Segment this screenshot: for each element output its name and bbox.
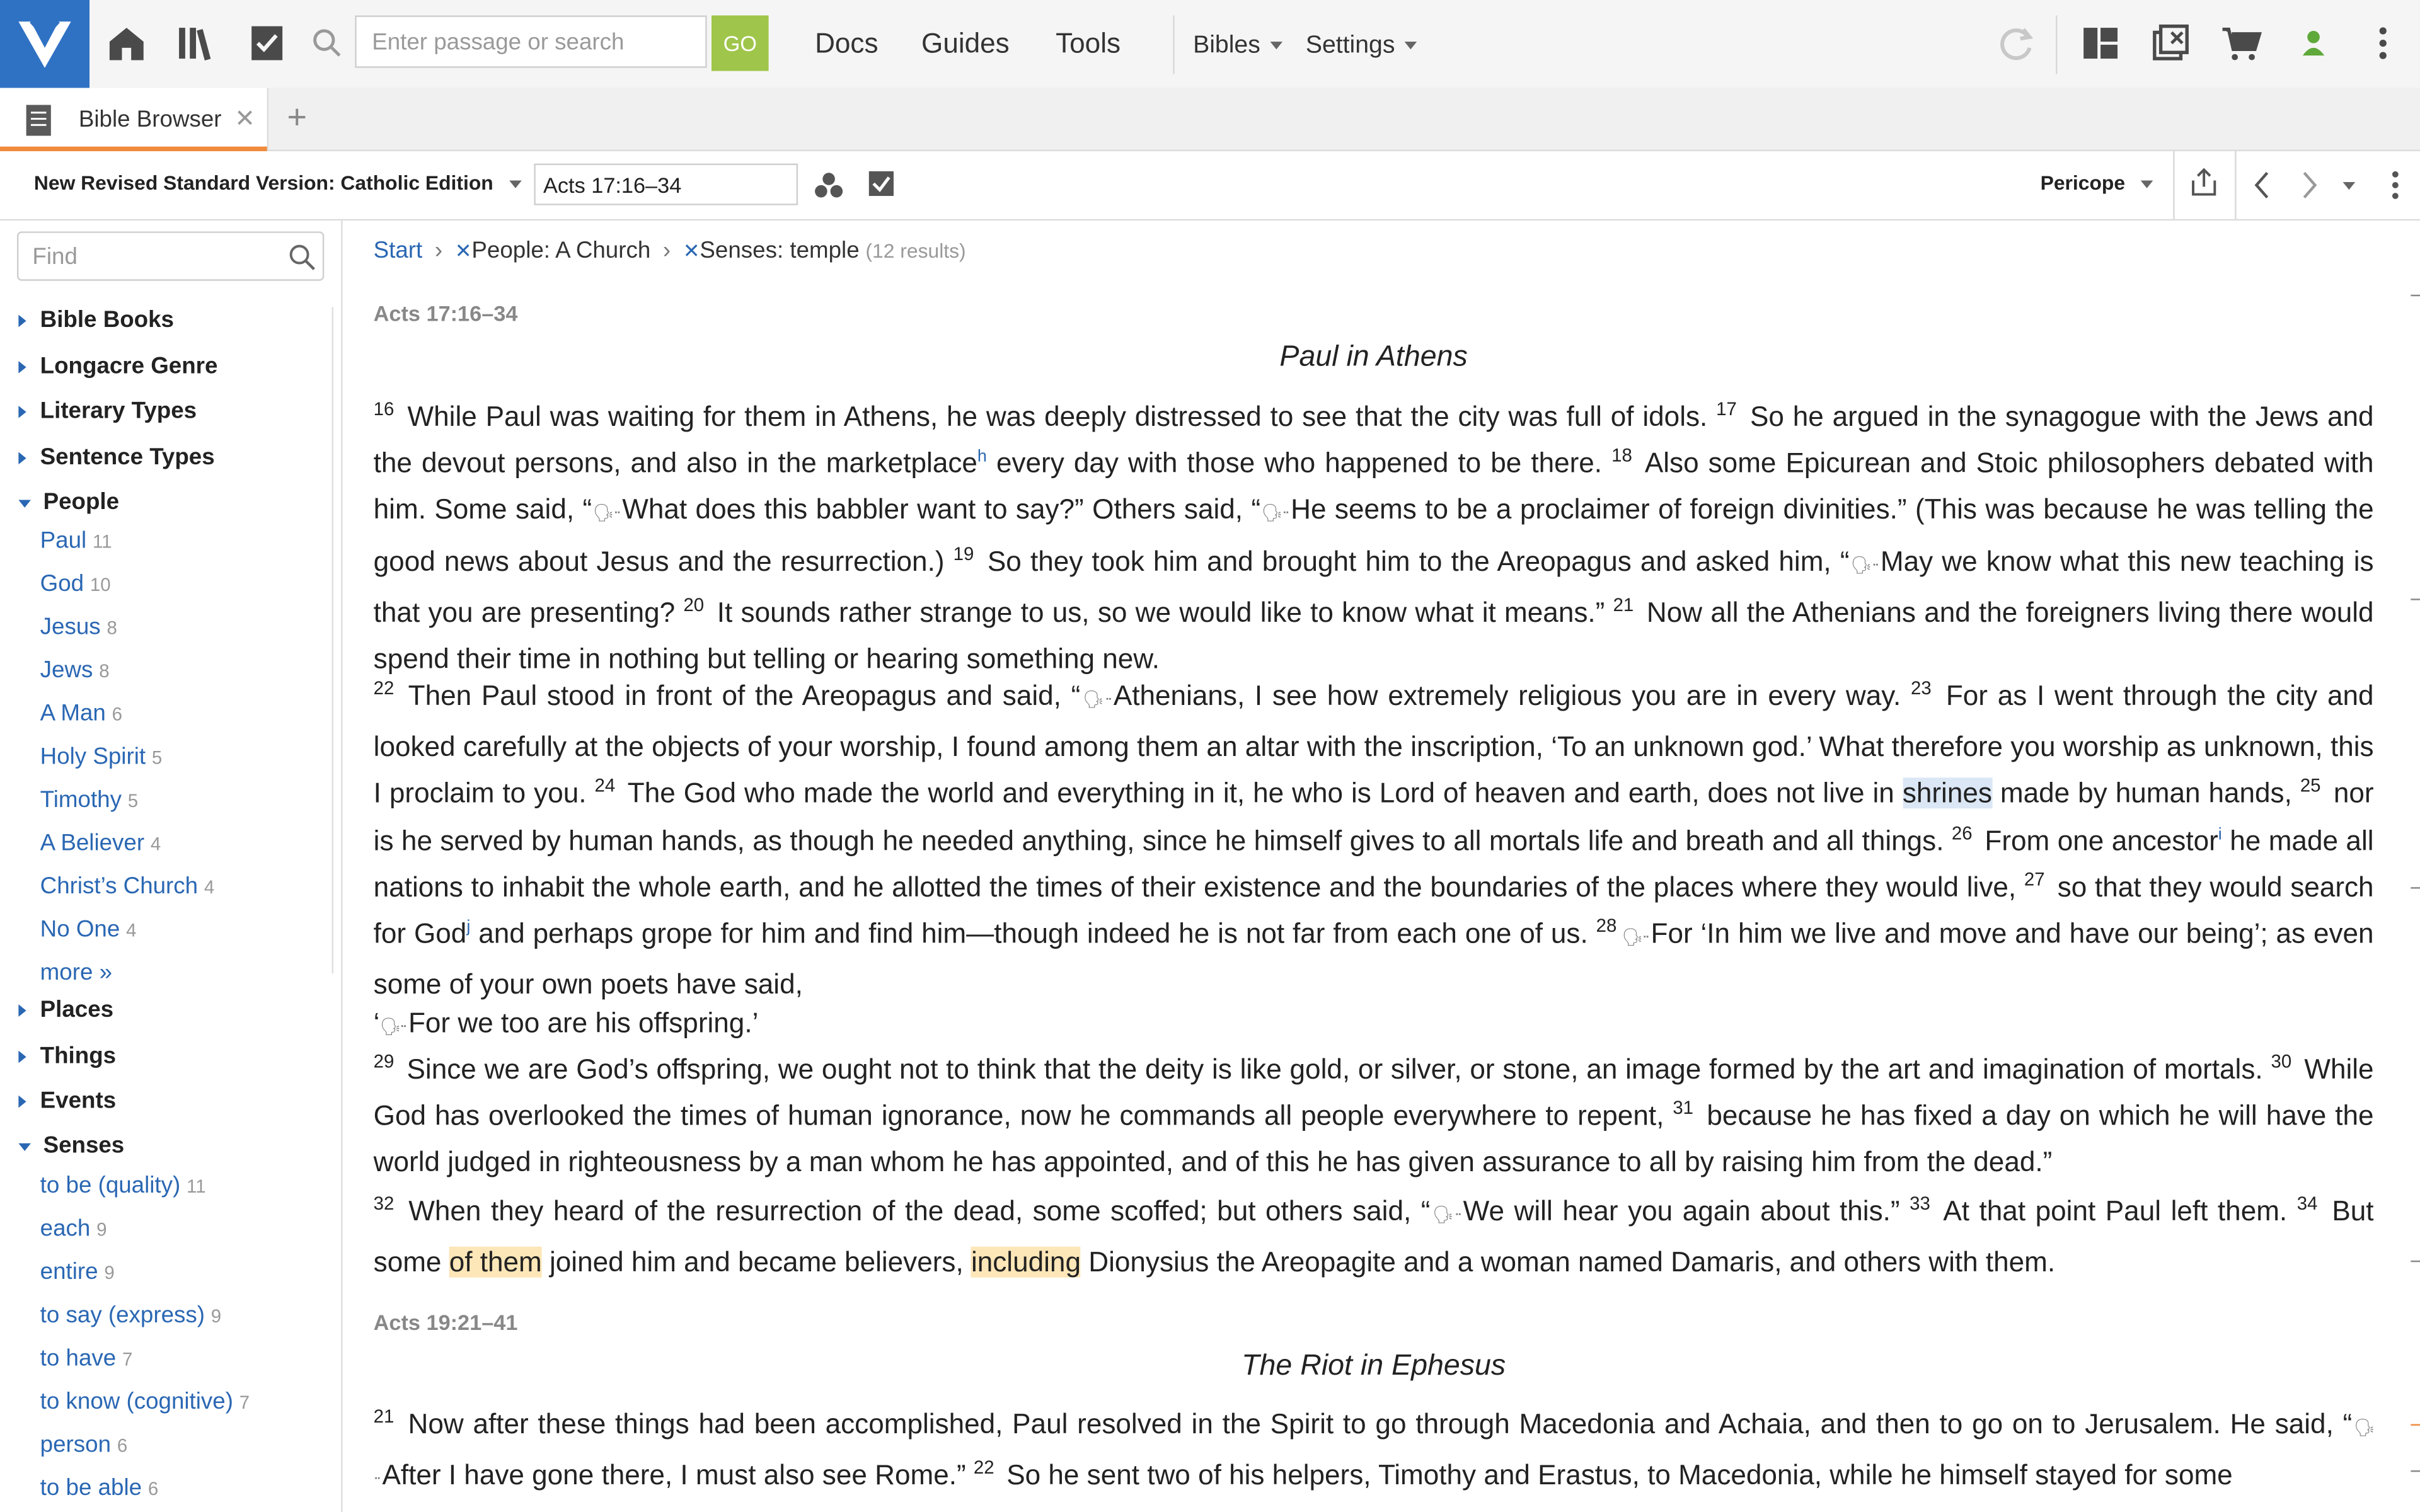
bible-text-panel: [343, 220, 2420, 1512]
verse-number[interactable]: 34: [2296, 1193, 2318, 1215]
breadcrumb: [374, 238, 966, 264]
verse-text: So they took him and brought him to the Areopagus and asked him, “: [978, 545, 1850, 576]
verse-text: While Paul was waiting for them in Athens, he was deeply distressed to see that the city was full of idols.: [398, 401, 1717, 432]
forward-arrow-icon[interactable]: [2296, 169, 2321, 200]
scroll-marker: [2411, 887, 2420, 888]
search-icon[interactable]: [289, 244, 316, 272]
facet-item-label: A Believer: [40, 830, 145, 857]
facet-item-people[interactable]: [40, 743, 163, 770]
facet-item-people[interactable]: [40, 917, 137, 943]
search-icon: [312, 28, 343, 59]
facet-item-label: to know (cognitive): [40, 1389, 233, 1415]
verse-text: made by human hands,: [1991, 778, 2300, 810]
verse-number[interactable]: 25: [2300, 775, 2321, 797]
remove-filter-icon[interactable]: ✕: [683, 239, 700, 263]
verse-number[interactable]: 21: [373, 1406, 395, 1428]
main-toolbar: [0, 0, 2420, 89]
facet-label: Bible Books: [40, 307, 174, 333]
speaker-icon[interactable]: 🗣ᐧᐧ: [592, 505, 619, 524]
facet-events[interactable]: [18, 1088, 116, 1114]
verse-text: Since we are God’s offspring, we ought not to think that the deity is like gold, or silver, or stone, an image formed by the art and imagination of mortals.: [398, 1053, 2271, 1085]
speaker-icon[interactable]: 🗣ᐧᐧ: [373, 1419, 2374, 1489]
facet-item-sense[interactable]: [40, 1259, 115, 1285]
facet-item-count: 7: [122, 1348, 133, 1370]
facet-item-sense[interactable]: [40, 1172, 206, 1199]
collapse-icon: [18, 1143, 31, 1150]
verse-text: so that they would search for God: [373, 871, 2374, 949]
facet-item-count: 6: [117, 1435, 128, 1457]
facet-item-sense[interactable]: [40, 1389, 250, 1415]
visual-filter-icon[interactable]: [814, 169, 844, 200]
facet-item-count: 9: [210, 1305, 222, 1327]
facet-item-sense[interactable]: [40, 1475, 159, 1501]
chevron-down-icon: [509, 181, 521, 188]
verse-number[interactable]: 17: [1716, 398, 1737, 420]
divider: [2235, 151, 2236, 219]
guides-menu[interactable]: Guides: [921, 28, 1010, 59]
facet-label: Literary Types: [40, 398, 197, 425]
verse-number[interactable]: 18: [1611, 444, 1632, 467]
facet-item-count: 8: [99, 660, 110, 682]
breadcrumb-separator: ›: [662, 238, 671, 264]
verse-number[interactable]: 21: [1613, 593, 1634, 616]
checkbox-icon[interactable]: [866, 168, 897, 199]
speaker-icon[interactable]: 🗣ᐧᐧ: [1621, 929, 1648, 948]
verse-text: Now all the Athenians and the foreigners living there would spend their time in nothing but telling or hearing something new.: [373, 597, 2374, 675]
more-link[interactable]: more »: [40, 959, 113, 986]
divider: [2056, 15, 2057, 74]
breadcrumb-filter[interactable]: Senses: temple: [700, 238, 860, 264]
verse-text: When they heard of the resurrection of the dead, some scoffed; but others said, “: [398, 1195, 1431, 1227]
facet-item-label: each: [40, 1215, 91, 1242]
share-icon[interactable]: [2189, 165, 2220, 199]
chevron-down-icon: [2141, 181, 2153, 188]
more-vertical-icon[interactable]: [2361, 21, 2405, 65]
facet-senses[interactable]: [18, 1133, 124, 1159]
scroll-marker: [2411, 1470, 2420, 1472]
close-icon[interactable]: ✕: [234, 106, 256, 133]
close-panels-icon[interactable]: [2150, 21, 2193, 65]
breadcrumb-filter[interactable]: People: A Church: [471, 238, 651, 264]
add-tab-button[interactable]: +: [287, 97, 308, 136]
facet-item-label: Jews: [40, 657, 93, 684]
verse-number[interactable]: 22: [973, 1457, 994, 1479]
facet-sidebar: [0, 220, 343, 1512]
verse-paragraph: [374, 1000, 2374, 1051]
search-hit-highlight[interactable]: shrines: [1902, 778, 1992, 810]
verse-text: nor is he served by human hands, as though he needed anything, since he himself gives to all mortals life and breath and all things.: [373, 778, 2374, 856]
facet-item-people[interactable]: [40, 571, 111, 597]
facet-item-count: 4: [204, 876, 215, 898]
section-reference[interactable]: Acts 19:21–41: [373, 1310, 518, 1335]
verse-text: It sounds rather strange to us, so we would like to know what it means.”: [708, 597, 1613, 628]
facet-item-people[interactable]: [40, 701, 122, 727]
expand-icon: [18, 361, 26, 374]
expand-icon: [18, 315, 26, 328]
reference-input[interactable]: Acts 17:16–34: [534, 164, 798, 205]
find-input[interactable]: [17, 231, 324, 280]
active-tab-indicator: [0, 147, 267, 151]
search-hit-highlight[interactable]: of them: [449, 1247, 542, 1278]
verse-paragraph: [374, 673, 2374, 1008]
scroll-marker: [2411, 598, 2420, 600]
divider: [1173, 15, 1174, 74]
verse-text: Now after these things had been accomplished, Paul resolved in the Spirit to go through Macedonia and Achaia, and then to go on to Jerusalem. He said, “: [398, 1408, 2353, 1440]
view-mode-selector[interactable]: [2041, 171, 2153, 195]
facet-item-label: Holy Spirit: [40, 743, 146, 770]
verse-text: So he sent two of his helpers, Timothy and Erastus, to Macedonia, while he himself stayed for some: [998, 1460, 2233, 1491]
version-selector[interactable]: [34, 171, 521, 195]
resource-toolbar: [0, 151, 2420, 220]
search-input[interactable]: Enter passage or search: [355, 15, 706, 67]
verse-number[interactable]: 29: [373, 1050, 395, 1073]
facet-item-label: Timothy: [40, 786, 122, 813]
facet-item-label: to have: [40, 1345, 117, 1372]
verse-text: What does this babbler want to say?” Others said, “: [622, 494, 1261, 525]
more-vertical-icon[interactable]: [2383, 168, 2407, 202]
remove-filter-icon[interactable]: ✕: [454, 239, 472, 263]
verse-number[interactable]: 19: [953, 542, 974, 564]
verse-number[interactable]: 26: [1951, 822, 1973, 844]
sidebar-scrollbar[interactable]: [332, 307, 333, 973]
verse-number[interactable]: 22: [373, 677, 395, 699]
verse-text: Athenians, I see how extremely religious you are in every way.: [1113, 680, 1911, 711]
verse-number[interactable]: 32: [373, 1193, 395, 1215]
facet-item-count: 8: [107, 617, 117, 639]
verse-text: he made all nations to inhabit the whole earth, and he allotted the times of their existence and the boundaries of the places where they would live,: [373, 825, 2374, 903]
facet-item-label: entire: [40, 1259, 98, 1286]
verse-number[interactable]: 30: [2271, 1050, 2292, 1073]
verse-number[interactable]: 23: [1911, 677, 1932, 699]
divider: [2173, 151, 2174, 219]
facet-item-count: 11: [93, 530, 112, 553]
back-arrow-icon[interactable]: [2250, 169, 2275, 200]
facet-item-label: A Man: [40, 700, 106, 727]
facet-longacre-genre[interactable]: [18, 353, 217, 380]
verse-number[interactable]: 20: [683, 593, 705, 616]
bibles-label: Bibles: [1193, 32, 1260, 59]
verse-text: The God who made the world and everything in it, he who is Lord of heaven and earth, does not live in: [619, 778, 1903, 810]
facet-things[interactable]: [18, 1043, 116, 1070]
sync-icon[interactable]: [1994, 21, 2037, 65]
facet-item-count: 4: [126, 919, 137, 941]
expand-icon: [18, 1004, 26, 1017]
facet-label: Sentence Types: [40, 444, 215, 471]
facet-item-count: 11: [187, 1176, 206, 1198]
verse-number[interactable]: 24: [594, 775, 616, 797]
facet-item-label: to be (quality): [40, 1172, 181, 1199]
facet-item-label: Jesus: [40, 614, 101, 641]
footnote-marker[interactable]: i: [2218, 825, 2222, 844]
facet-item-count: 4: [150, 833, 161, 855]
speaker-icon[interactable]: 🗣ᐧᐧ: [379, 1018, 406, 1037]
footnote-marker[interactable]: j: [466, 918, 471, 937]
chevron-down-icon: [1269, 42, 1282, 50]
verse-text: May we know what this new teaching is that you are presenting?: [373, 545, 2374, 628]
account-icon[interactable]: [2292, 21, 2336, 65]
scroll-marker: [2411, 1424, 2420, 1425]
facet-label: Places: [40, 997, 114, 1023]
verse-text: At that point Paul left them.: [1935, 1195, 2297, 1227]
verse-text: While God has overlooked the times of human ignorance, now he commands all people everywhere to repent,: [373, 1053, 2374, 1131]
facet-item-count: 9: [104, 1262, 115, 1284]
facet-item-label: person: [40, 1431, 112, 1458]
content-scrollbar[interactable]: [2411, 282, 2420, 1512]
verse-text: For we too are his offspring.’: [408, 1007, 759, 1039]
facet-item-count: 6: [112, 703, 123, 726]
document-icon: [23, 103, 54, 137]
verse-paragraph: [374, 1188, 2374, 1286]
facet-label: Longacre Genre: [40, 353, 218, 380]
settings-menu[interactable]: [1306, 32, 1417, 60]
facet-item-count: 9: [96, 1218, 107, 1240]
section-title: Paul in Athens: [1279, 341, 1468, 374]
logos-logo-button[interactable]: [0, 0, 89, 88]
facet-item-sense[interactable]: [40, 1302, 221, 1329]
facet-item-people[interactable]: [40, 528, 112, 554]
verse-text: every day with those who happened to be there.: [986, 447, 1612, 479]
expand-icon: [18, 1096, 26, 1108]
verse-text: So he argued in the synagogue with the Jews and the devout persons, and also in the marketplace: [373, 401, 2374, 479]
cart-icon[interactable]: [2220, 21, 2263, 65]
verse-number[interactable]: 16: [373, 398, 395, 420]
facet-item-people[interactable]: [40, 830, 161, 857]
verse-text: From one ancestor: [1976, 825, 2218, 856]
facet-item-sense[interactable]: [40, 1432, 128, 1458]
chevron-down-icon: [1404, 42, 1417, 50]
result-count: (12 results): [865, 239, 966, 263]
verse-number[interactable]: 27: [2024, 868, 2045, 890]
footnote-marker[interactable]: h: [977, 447, 987, 467]
verse-paragraph: [374, 393, 2374, 682]
facet-sentence-types[interactable]: [18, 444, 214, 471]
layouts-icon[interactable]: [2079, 21, 2123, 65]
facet-item-label: Christ’s Church: [40, 873, 199, 900]
bibles-menu[interactable]: [1193, 32, 1282, 60]
facet-item-people[interactable]: [40, 873, 215, 900]
facet-item-count: 7: [239, 1391, 250, 1414]
verse-text: We will hear you again about this.”: [1463, 1195, 1910, 1227]
facet-item-count: 5: [127, 789, 139, 812]
facet-item-sense[interactable]: [40, 1216, 107, 1242]
breadcrumb-start[interactable]: Start: [373, 238, 423, 264]
verse-text: joined him and became believers,: [541, 1247, 971, 1278]
speaker-icon[interactable]: 🗣ᐧᐧ: [1430, 1206, 1460, 1225]
facet-item-label: Paul: [40, 527, 87, 554]
library-icon[interactable]: [175, 21, 218, 65]
scroll-marker: [2411, 295, 2420, 296]
section-title: The Riot in Ephesus: [1242, 1349, 1506, 1383]
facet-places[interactable]: [18, 997, 113, 1023]
verse-text: Also some Epicurean and Stoic philosophers debated with him. Some said, “: [373, 447, 2374, 525]
facet-item-label: to be able: [40, 1475, 142, 1501]
verse-text: After I have gone there, I must also see Rome.”: [382, 1460, 974, 1491]
facet-label: Events: [40, 1087, 117, 1114]
scroll-marker: [2411, 1261, 2420, 1262]
facet-item-label: God: [40, 571, 84, 597]
settings-label: Settings: [1305, 32, 1395, 59]
verse-text: He seems to be a proclaimer of foreign divinities.” (This was because he was telling the good news about Jesus and the resurrection.): [373, 494, 2374, 576]
verse-paragraph: [374, 1401, 2374, 1504]
home-icon[interactable]: [105, 21, 149, 65]
verse-text: For ‘In him we live and move and have our being’; as even some of your own poets have said,: [373, 918, 2374, 1000]
search-hit-highlight[interactable]: including: [971, 1247, 1081, 1278]
verse-text: ‘: [373, 1007, 380, 1039]
facet-bible-books[interactable]: [18, 307, 174, 333]
facet-item-label: No One: [40, 916, 120, 943]
tab-bible-browser[interactable]: [0, 88, 268, 150]
view-mode-label: Pericope: [2040, 171, 2126, 195]
verse-number[interactable]: 31: [1673, 1097, 1694, 1120]
facet-item-people[interactable]: [40, 787, 138, 813]
speaker-icon[interactable]: 🗣ᐧᐧ: [1080, 691, 1110, 710]
docs-menu[interactable]: Docs: [815, 28, 879, 59]
facet-item-count: 5: [151, 747, 163, 769]
facet-label: Things: [40, 1043, 117, 1070]
verse-number[interactable]: 33: [1910, 1193, 1930, 1215]
verse-text: But some: [373, 1195, 2374, 1278]
expand-icon: [18, 452, 26, 465]
verse-text: Then Paul stood in front of the Areopagus and said, “: [398, 680, 1081, 711]
go-button[interactable]: GO: [712, 15, 769, 71]
facet-label: Senses: [43, 1132, 125, 1159]
verse-text: because he has fixed a day on which he will have the world judged in righteousness by a man whom he has appointed, and of this he has given assurance to all by raising him from the dead.”: [373, 1100, 2374, 1178]
facet-item-label: to say (express): [40, 1302, 205, 1329]
verse-text: and perhaps grope for him and find him—though indeed he is not far from each one of us.: [470, 918, 1596, 949]
expand-icon: [18, 406, 26, 418]
version-label: New Revised Standard Version: Catholic Edition: [33, 171, 493, 195]
speaker-icon[interactable]: 🗣ᐧᐧ: [1260, 505, 1288, 524]
facet-literary-types[interactable]: [18, 398, 197, 425]
speaker-icon[interactable]: 🗣ᐧᐧ: [1849, 556, 1877, 575]
tab-label: Bible Browser: [78, 106, 222, 133]
search-bar: [302, 15, 769, 71]
expand-icon: [18, 1051, 26, 1063]
verse-paragraph: [374, 1046, 2374, 1186]
tasks-icon[interactable]: [245, 21, 289, 65]
facet-label: People: [43, 489, 120, 515]
collapse-icon: [18, 499, 31, 507]
facet-item-count: 10: [89, 574, 111, 596]
facet-item-sense[interactable]: [40, 1346, 133, 1372]
logos-logo-icon: [0, 0, 89, 88]
verse-text: For as I went through the city and looked carefully at the objects of your worship, I found among them an altar with the inscription, ‘To an unknown god.’ What therefore you worship as unknown, this I proclaim to you.: [373, 680, 2374, 810]
facet-item-people[interactable]: [40, 657, 110, 684]
history-dropdown-icon[interactable]: [2343, 182, 2356, 190]
facet-people[interactable]: [18, 489, 119, 515]
section-reference[interactable]: Acts 17:16–34: [373, 301, 518, 326]
find-placeholder: Find: [32, 243, 78, 270]
tab-bar: [0, 88, 2420, 151]
verse-number[interactable]: 28: [1596, 915, 1617, 937]
facet-item-people[interactable]: [40, 614, 117, 641]
tools-menu[interactable]: Tools: [1056, 28, 1121, 59]
facet-item-count: 6: [147, 1478, 159, 1500]
verse-text: Dionysius the Areopagite and a woman named Damaris, and others with them.: [1080, 1247, 2056, 1278]
breadcrumb-separator: ›: [434, 238, 443, 264]
